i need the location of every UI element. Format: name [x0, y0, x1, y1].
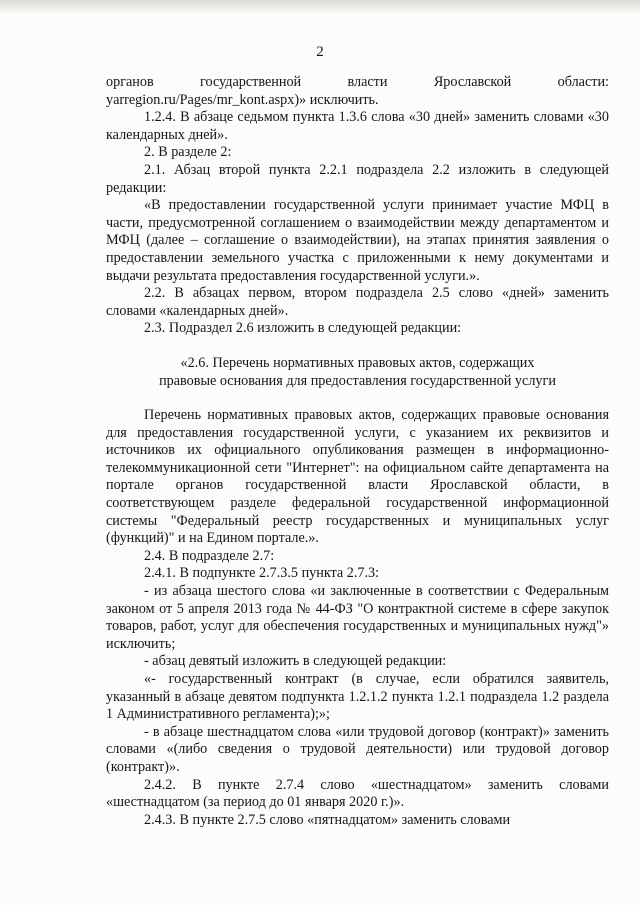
section-heading	[106, 355, 609, 390]
paragraph: 2.1. Абзац второй пункта 2.2.1 подраздела 2.2 изложить в следующей редакции:	[106, 161, 609, 196]
paragraph: 2.3. Подраздел 2.6 изложить в следующей редакции:	[144, 320, 462, 337]
paragraph: - абзац девятый изложить в следующей редакции:	[144, 653, 447, 670]
paragraph: органов государственной власти Ярославской области: yarregion.ru/Pages/mr_kont.aspx)» исключить.	[106, 74, 609, 108]
scan-edge	[0, 0, 640, 14]
paragraph: - в абзаце шестнадцатом слова «или трудовой договор (контракт)» заменить словами «(либо сведения о трудовой деятельности) или трудовой договор (контракт)».	[106, 723, 609, 775]
paragraph: 2.4.1. В подпункте 2.7.3.5 пункта 2.7.3:	[144, 565, 380, 582]
paragraph: 2. В разделе 2:	[144, 144, 232, 161]
paragraph: 2.4.3. В пункте 2.7.5 слово «пятнадцатом» заменить словами	[144, 811, 511, 828]
page-number: 2	[316, 44, 324, 60]
paragraph: 2.2. В абзацах первом, втором подраздела 2.5 слово «дней» заменить словами «календарных дней».	[106, 285, 609, 319]
paragraph: 2.4. В подразделе 2.7:	[144, 547, 275, 564]
paragraph: 2.4.2. В пункте 2.7.4 слово «шестнадцатом» заменить словами «шестнадцатом (за период до 01 января 2020 г.)».	[106, 776, 609, 811]
document-body	[106, 74, 609, 829]
paragraph: «В предоставлении государственной услуги принимает участие МФЦ в части, предусмотренной соглашением о взаимодействии между департаментом и МФЦ (далее – соглашение о взаимодействии), на этапах принятия заявления о предоставлении земельного участка с приложенными к нему документами и выдачи результата предоставления государственной услуги.».	[106, 197, 609, 284]
paragraph: 1.2.4. В абзаце седьмом пункта 1.3.6 слова «30 дней» заменить словами «30 календарных дней».	[106, 109, 609, 143]
paragraph: - из абзаца шестого слова «и заключенные в соответствии с Федеральным законом от 5 апреля 2013 года № 44-ФЗ "О контрактной системе в сфере закупок товаров, работ, услуг для обеспечения государственных и муниципальных нужд"» исключить;	[106, 583, 609, 652]
paragraph: Перечень нормативных правовых актов, содержащих правовые основания для предоставления государственной услуги, с указанием их реквизитов и источников их официального опубликования размещен в информационно-телекоммуникационной сети "Интернет": на официальном сайте департамента на портале органов государственной власти Ярославской области, в соответствующем разделе федеральной государственной информационной системы "Федеральный реестр государственных и муниципальных услуг (функций)" и на Едином портале.».	[106, 407, 609, 547]
paragraph: «- государственный контракт (в случае, если обратился заявитель, указанный в абзаце девятом подпункта 1.2.1.2 пункта 1.2.1 подраздела 1.2 раздела 1 Административного регламента);»;	[106, 671, 609, 723]
section-heading-line: правовые основания для предоставления государственной услуги	[159, 372, 556, 389]
section-heading-line: «2.6. Перечень нормативных правовых актов, содержащих	[180, 354, 535, 371]
